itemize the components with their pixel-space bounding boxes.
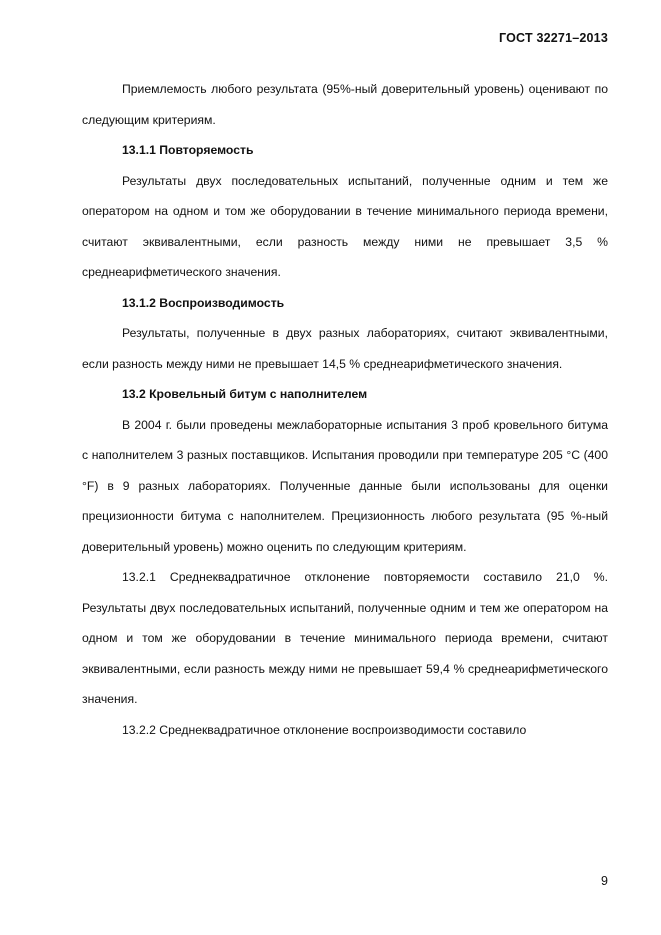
heading-filled-roofing-bitumen: 13.2 Кровельный битум с наполнителем <box>122 387 368 401</box>
paragraph-repeatability-deviation: 13.2.1 Среднеквадратичное отклонение повторяемости составило 21,0 %. Результаты двух последовательных испытаний, полученные одним и тем же оператором на одном и том же оборудовании в течение минимального периода времени, считают эквивалентными, если разность между ними не превышает 59,4 % среднеарифметического значения. <box>82 570 608 706</box>
paragraph-acceptability: Приемлемость любого результата (95%-ный доверительный уровень) оценивают по следующим критериям. <box>82 82 608 127</box>
heading-repeatability: 13.1.1 Повторяемость <box>122 143 254 157</box>
paragraph-reproducibility-deviation: 13.2.2 Среднеквадратичное отклонение воспроизводимости составило <box>122 722 527 737</box>
paragraph-reproducibility: Результаты, полученные в двух разных лабораториях, считают эквивалентными, если разность между ними не превышает 14,5 % среднеарифметического значения. <box>82 326 608 371</box>
document-header-id: ГОСТ 32271–2013 <box>499 31 608 45</box>
page-number: 9 <box>601 874 608 888</box>
document-body <box>82 74 608 745</box>
paragraph-interlab-tests: В 2004 г. были проведены межлабораторные испытания 3 проб кровельного битума с наполнителем 3 разных поставщиков. Испытания проводили при температуре 205 °C (400 °F) в 9 разных лабораториях. Полученные данные были использованы для оценки прецизионности битума с наполнителем. Прецизионность любого результата (95 %-ный доверительный уровень) можно оценить по следующим критериям. <box>82 417 608 554</box>
heading-reproducibility: 13.1.2 Воспроизводимость <box>122 295 285 310</box>
paragraph-repeatability: Результаты двух последовательных испытаний, полученные одним и тем же оператором на одном и том же оборудовании в течение минимального периода времени, считают эквивалентными, если разность между ними не превышает 3,5 % среднеарифметического значения. <box>82 173 608 279</box>
